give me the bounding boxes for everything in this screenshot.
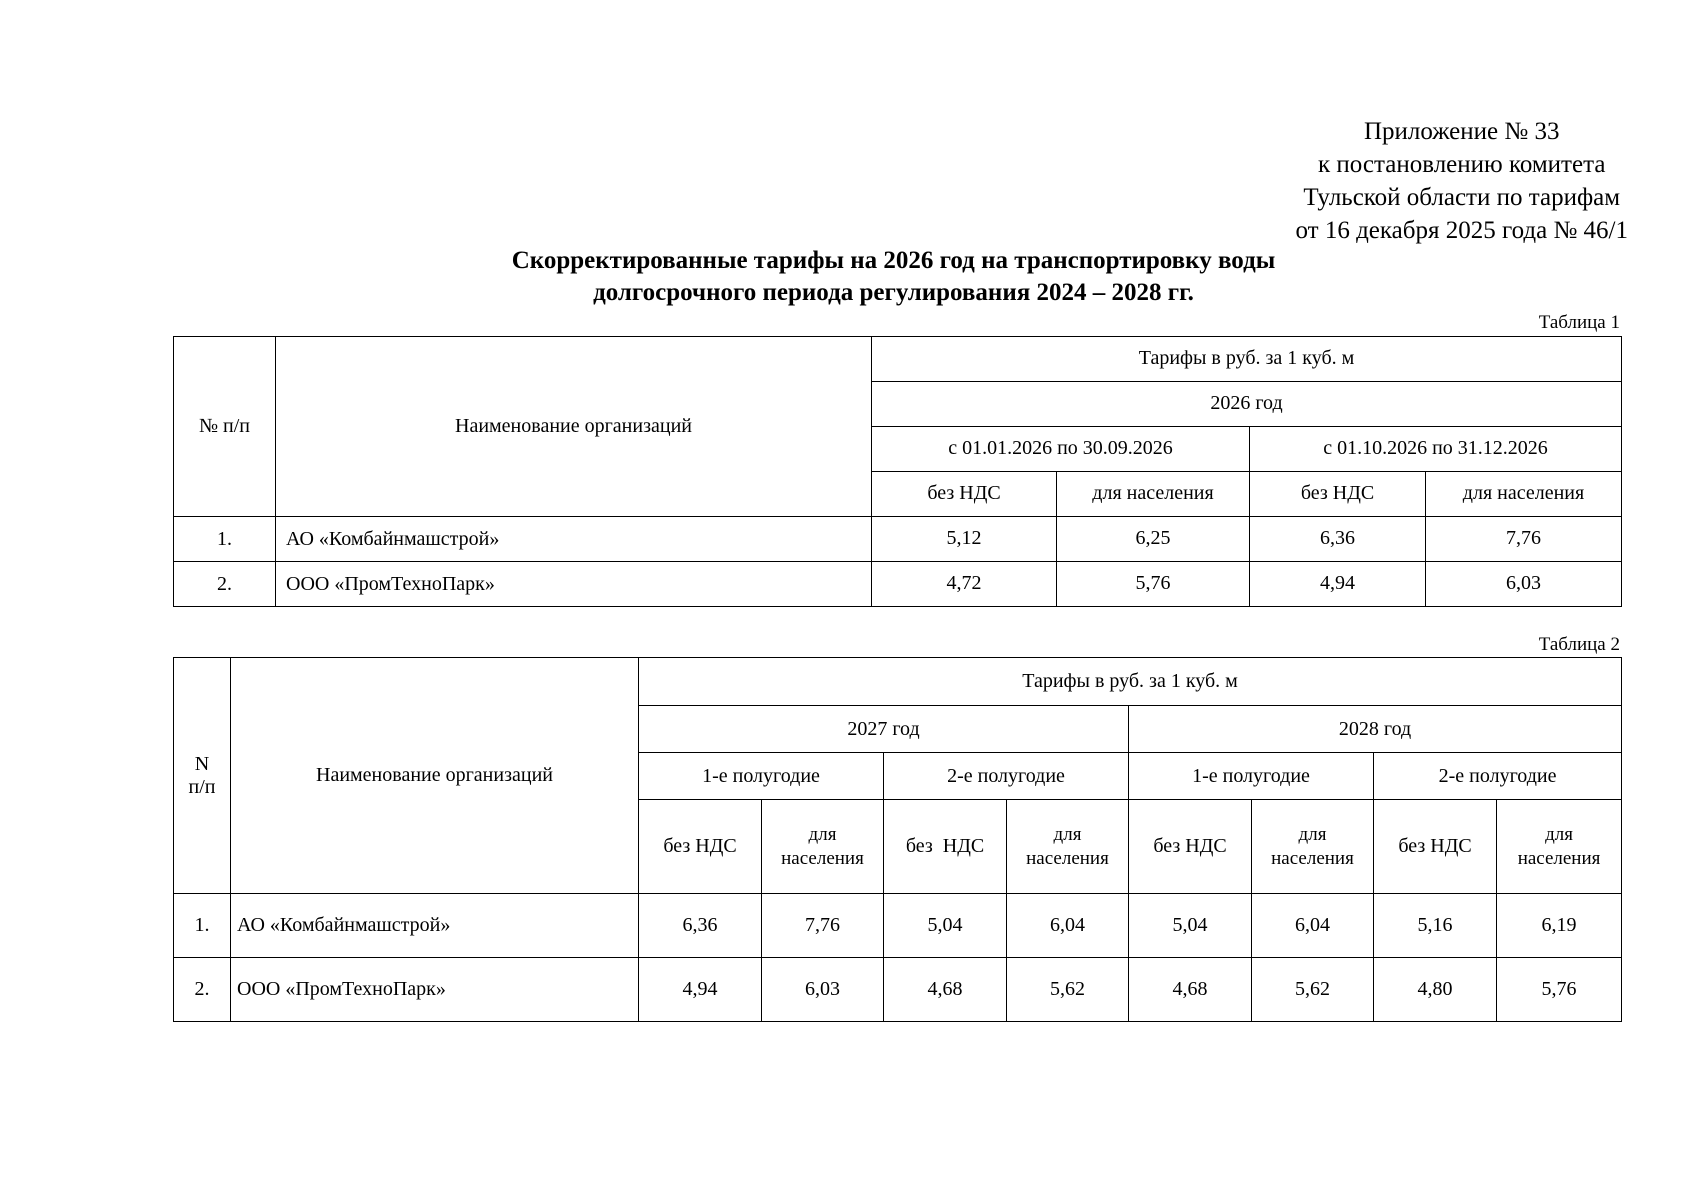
pop-line-2: населения <box>781 847 864 869</box>
row-value: 5,62 <box>1252 958 1374 1022</box>
row-value: 7,76 <box>762 894 884 958</box>
row-num: 2. <box>174 958 231 1022</box>
row-num: 1. <box>174 517 276 562</box>
pop-line-2: населения <box>1026 847 1109 869</box>
row-value: 6,04 <box>1007 894 1129 958</box>
t2-header-population <box>1252 800 1374 894</box>
t2-header-population <box>762 800 884 894</box>
t2-header-year-2027: 2027 год <box>639 706 1129 753</box>
row-value: 6,19 <box>1497 894 1622 958</box>
t1-header-population: для населения <box>1057 472 1250 517</box>
t2-header-no-vat: без НДС <box>639 800 762 894</box>
t2-header-half-2: 2-е полугодие <box>1374 753 1622 800</box>
appendix-ref: к постановлению комитета <box>1318 151 1606 178</box>
t1-header-population: для населения <box>1426 472 1622 517</box>
t2-header-half-1: 1-е полугодие <box>639 753 884 800</box>
t2-header-no-vat: без НДС <box>1129 800 1252 894</box>
t2-header-num-pp: п/п <box>188 775 216 798</box>
row-value: 6,03 <box>1426 562 1622 607</box>
row-value: 5,12 <box>872 517 1057 562</box>
t2-header-half-1: 1-е полугодие <box>1129 753 1374 800</box>
pop-line-1: для <box>1298 823 1327 845</box>
pop-line-1: для <box>1545 823 1573 845</box>
row-org: АО «Комбайнмашстрой» <box>276 517 872 562</box>
title-line-1: Скорректированные тарифы на 2026 год на транспортировку воды <box>511 247 1276 274</box>
table-row <box>174 517 1622 562</box>
row-num: 2. <box>174 562 276 607</box>
t2-header-num <box>174 658 231 894</box>
row-value: 6,25 <box>1057 517 1250 562</box>
pop-line-2: населения <box>1517 847 1601 869</box>
t1-header-year: 2026 год <box>872 382 1622 427</box>
row-value: 4,80 <box>1374 958 1497 1022</box>
t2-header-org: Наименование организаций <box>231 658 639 894</box>
row-value: 5,16 <box>1374 894 1497 958</box>
t2-header-population <box>1007 800 1129 894</box>
t2-header-population <box>1497 800 1622 894</box>
table-row <box>174 958 1622 1022</box>
table-row <box>174 562 1622 607</box>
table-row <box>174 894 1622 958</box>
t1-header-period-2: с 01.10.2026 по 31.12.2026 <box>1250 427 1622 472</box>
t1-header-org: Наименование организаций <box>276 337 872 517</box>
row-value: 4,72 <box>872 562 1057 607</box>
table2-label: Таблица 2 <box>1538 634 1620 655</box>
row-num: 1. <box>174 894 231 958</box>
row-value: 5,04 <box>1129 894 1252 958</box>
table1-label: Таблица 1 <box>1538 312 1620 333</box>
t2-header-tariffs: Тарифы в руб. за 1 куб. м <box>639 658 1622 706</box>
t2-header-no-vat: без НДС <box>1374 800 1497 894</box>
row-value: 6,04 <box>1252 894 1374 958</box>
table-1 <box>173 336 1622 607</box>
row-value: 4,94 <box>639 958 762 1022</box>
row-value: 7,76 <box>1426 517 1622 562</box>
appendix-number: Приложение № 33 <box>1363 118 1560 145</box>
pop-line-1: для <box>1053 823 1082 845</box>
t2-header-num-n: N <box>194 752 210 775</box>
row-value: 6,36 <box>639 894 762 958</box>
t2-header-year-2028: 2028 год <box>1129 706 1622 753</box>
row-value: 6,03 <box>762 958 884 1022</box>
row-value: 4,94 <box>1250 562 1426 607</box>
t2-header-no-vat: без НДС <box>884 800 1007 894</box>
pop-line-1: для <box>808 823 837 845</box>
row-value: 5,76 <box>1057 562 1250 607</box>
pop-line-2: населения <box>1271 847 1354 869</box>
appendix-committee: Тульской области по тарифам <box>1303 184 1621 211</box>
row-org: ООО «ПромТехноПарк» <box>276 562 872 607</box>
row-value: 5,04 <box>884 894 1007 958</box>
row-value: 4,68 <box>884 958 1007 1022</box>
t1-header-num: № п/п <box>174 337 276 517</box>
row-value: 6,36 <box>1250 517 1426 562</box>
appendix-block <box>1295 115 1628 247</box>
t1-header-no-vat: без НДС <box>872 472 1057 517</box>
row-org: ООО «ПромТехноПарк» <box>231 958 639 1022</box>
t2-header-half-2: 2-е полугодие <box>884 753 1129 800</box>
document-title <box>0 245 1697 309</box>
row-org: АО «Комбайнмашстрой» <box>231 894 639 958</box>
row-value: 5,76 <box>1497 958 1622 1022</box>
row-value: 4,68 <box>1129 958 1252 1022</box>
t1-header-no-vat: без НДС <box>1250 472 1426 517</box>
row-value: 5,62 <box>1007 958 1129 1022</box>
table-2 <box>173 657 1622 1022</box>
t1-header-tariffs: Тарифы в руб. за 1 куб. м <box>872 337 1622 382</box>
t1-header-period-1: с 01.01.2026 по 30.09.2026 <box>872 427 1250 472</box>
appendix-date: от 16 декабря 2025 года № 46/1 <box>1295 217 1628 244</box>
title-line-2: долгосрочного периода регулирования 2024 – 2028 гг. <box>593 279 1194 306</box>
